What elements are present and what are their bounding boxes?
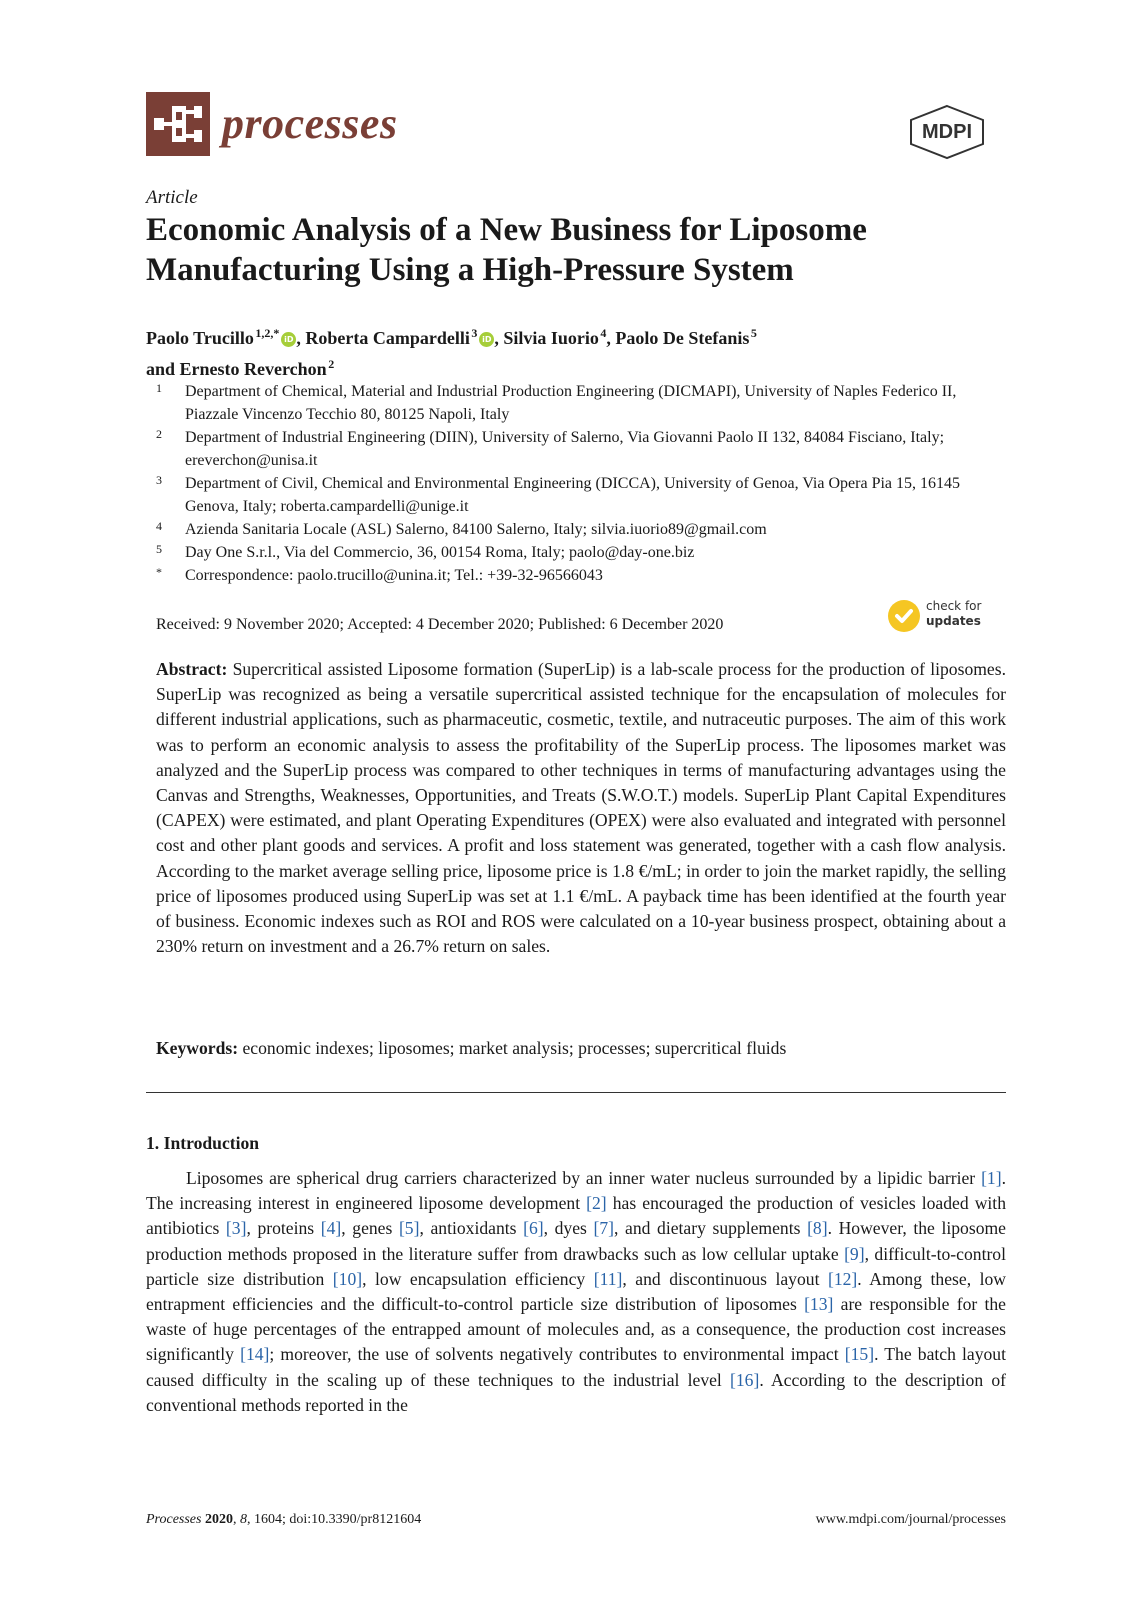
reference-link[interactable]: [6] (523, 1218, 544, 1239)
check-for-updates-button[interactable] (888, 598, 998, 634)
keywords-label: Keywords: (156, 1038, 239, 1058)
affiliation-text: Department of Civil, Chemical and Environmental Engineering (DICCA), University of Genoa, Via Opera Pia 15, 16145 Genova, Italy; roberta.campardelli@unige.it (185, 475, 961, 515)
correspondence-item (156, 564, 1006, 587)
reference-link[interactable]: [2] (586, 1193, 607, 1214)
affiliation-number: 2 (156, 427, 162, 441)
author-affiliation-sup: 1,2,* (255, 326, 280, 340)
reference-link[interactable]: [1] (981, 1168, 1002, 1188)
introduction-text: , dyes (543, 1218, 594, 1239)
mdpi-logo-icon (905, 104, 989, 160)
affiliation-number: 3 (156, 473, 162, 487)
reference-link[interactable]: [16] (730, 1369, 760, 1390)
reference-link[interactable]: [13] (804, 1294, 834, 1315)
author-affiliation-sup: 2 (328, 357, 335, 371)
checkmark-icon (888, 600, 920, 632)
page-title: Economic Analysis of a New Business for Liposome Manufacturing Using a High-Pressure System (146, 212, 867, 288)
reference-link[interactable]: [5] (398, 1218, 420, 1239)
affiliation-item (156, 518, 1006, 541)
abstract-label: Abstract: (156, 659, 228, 679)
author-conjunction: and (146, 359, 180, 379)
reference-link[interactable]: [11] (593, 1268, 623, 1289)
author-separator: , (494, 328, 504, 348)
affiliation-number: 5 (156, 542, 162, 556)
keywords-text: economic indexes; liposomes; market analysis; processes; supercritical fluids (238, 1038, 787, 1058)
affiliation-item (156, 472, 1006, 518)
mdpi-logo-text: MDPI (922, 121, 972, 143)
introduction-text: has encouraged the production of vesicles loaded with antibiotics (146, 1193, 1006, 1239)
reference-link[interactable]: [9] (844, 1243, 865, 1264)
introduction-text: . According to the description of conventional methods reported in the (146, 1369, 1006, 1415)
footer-year: 2020 (204, 1512, 233, 1527)
author-list (146, 320, 1006, 382)
affiliation-number: 1 (156, 381, 162, 395)
introduction-text: , low encapsulation efficiency (362, 1268, 594, 1289)
keywords (156, 1036, 1006, 1061)
article-type: Article (146, 187, 198, 208)
introduction-text: . Among these, low entrapment efficiencies and the difficult-to-control particle size distribution of liposomes (146, 1268, 1006, 1315)
introduction-text: , proteins (246, 1218, 321, 1239)
affiliation-text: Department of Industrial Engineering (DIIN), University of Salerno, Via Giovanni Paolo II 132, 84084 Fisciano, Italy; ereverchon@unisa.it (185, 429, 945, 469)
orcid-icon[interactable]: iD (281, 332, 296, 347)
introduction-text: , and discontinuous layout (622, 1268, 828, 1289)
footer-journal: Processes (146, 1512, 202, 1527)
author-name[interactable]: Roberta Campardelli (305, 328, 470, 348)
reference-link[interactable]: [8] (807, 1218, 828, 1239)
journal-name: processes (222, 99, 398, 148)
reference-link[interactable]: [14] (240, 1344, 270, 1365)
reference-link[interactable]: [3] (225, 1218, 247, 1239)
introduction-text: . The increasing interest in engineered liposome development (146, 1168, 1006, 1214)
author-name[interactable]: Ernesto Reverchon (179, 359, 327, 379)
publication-dates: Received: 9 November 2020; Accepted: 4 December 2020; Published: 6 December 2020 (156, 616, 724, 633)
reference-link[interactable]: [7] (593, 1218, 614, 1239)
affiliation-item (156, 426, 1006, 472)
check-for-updates-line2: updates (926, 614, 981, 628)
affiliation-text: Department of Chemical, Material and Industrial Production Engineering (DICMAPI), University of Naples Federico II, Piazzale Vincenzo Tecchio 80, 80125 Napoli, Italy (185, 383, 957, 423)
author-name[interactable]: Silvia Iuorio (503, 328, 599, 348)
introduction-text: Liposomes are spherical drug carriers characterized by an inner water nucleus surrounded by a lipidic barrier (186, 1168, 982, 1188)
reference-link[interactable]: [15] (844, 1344, 875, 1365)
affiliation-number: 4 (156, 519, 162, 533)
footer-doi: , 1604; doi:10.3390/pr8121604 (246, 1512, 422, 1527)
abstract-text: Supercritical assisted Liposome formation (SuperLip) is a lab-scale process for the production of liposomes. SuperLip was recognized as being a versatile supercritical assisted technique for the encapsulation of molecules for different industrial applications, such as pharmaceutic, cosmetic, textile, and nutraceutic purposes. The aim of this work was to perform an economic analysis to assess the profitability of the SuperLip process. The liposomes market was analyzed and the SuperLip process was compared to other techniques in terms of manufacturing advantages using the Canvas and Strengths, Weaknesses, Opportunities, and Treats (S.W.O.T.) models. SuperLip Plant Capital Expenditures (CAPEX) were estimated, and plant Operating Expenditures (OPEX) were also evaluated and integrated with personnel cost and other plant goods and services. A profit and loss statement was generated, together with a cash flow analysis. According to the market average selling price, liposome price is 1.8 €/mL; in order to join the market rapidly, the selling price of liposomes produced using SuperLip was set at 1.1 €/mL. A payback time has been identified at the fourth year of business. Economic indexes such as ROI and ROS were calculated on a 10-year business prospect, obtaining about a 230% return on investment and a 26.7% return on sales. (156, 659, 1006, 957)
footer-separator: , (232, 1512, 240, 1527)
introduction-paragraph (146, 1166, 1006, 1418)
introduction-text: . The batch layout caused difficulty in the scaling up of these techniques to the industrial level (146, 1344, 1006, 1390)
affiliation-item (156, 380, 1006, 426)
introduction-text: ; moreover, the use of solvents negatively contributes to environmental impact (269, 1344, 845, 1365)
author-affiliation-sup: 4 (600, 326, 607, 340)
orcid-icon[interactable]: iD (479, 332, 494, 347)
section-heading-introduction: 1. Introduction (146, 1133, 260, 1153)
journal-logo-icon (146, 92, 210, 156)
author-name[interactable]: Paolo Trucillo (146, 328, 254, 348)
abstract (156, 657, 1006, 959)
introduction-text: . However, the liposome production methods proposed in the literature suffer from drawbacks such as low cellular uptake (146, 1218, 1006, 1264)
journal-url-link[interactable]: www.mdpi.com/journal/processes (815, 1512, 1006, 1527)
reference-link[interactable]: [4] (320, 1218, 342, 1239)
introduction-text: , difficult-to-control particle size distribution (146, 1243, 1006, 1289)
author-line-1 (146, 320, 1006, 351)
footer-volume: 8 (239, 1512, 247, 1527)
check-for-updates-line1: check for (926, 599, 982, 613)
author-affiliation-sup: 3 (471, 326, 478, 340)
affiliation-number: * (156, 565, 162, 579)
affiliation-text: Azienda Sanitaria Locale (ASL) Salerno, 84100 Salerno, Italy; silvia.iuorio89@gmail.com (185, 521, 767, 538)
introduction-text: , and dietary supplements (614, 1218, 808, 1239)
affiliation-item (156, 541, 1006, 564)
introduction-text: , genes (341, 1218, 399, 1239)
author-affiliation-sup: 5 (750, 326, 757, 340)
citation-footer (146, 1512, 421, 1528)
affiliation-text: Day One S.r.l., Via del Commercio, 36, 00154 Roma, Italy; paolo@day-one.biz (185, 544, 695, 561)
reference-link[interactable]: [10] (332, 1268, 363, 1289)
section-divider (146, 1092, 1006, 1093)
introduction-text: , antioxidants (419, 1218, 524, 1239)
reference-link[interactable]: [12] (827, 1268, 858, 1289)
author-separator: , (606, 328, 616, 348)
introduction-text: are responsible for the waste of huge percentages of the entrapped amount of molecules and, as a consequence, the production cost increases significantly (146, 1294, 1006, 1365)
author-line-2 (146, 351, 1006, 382)
correspondence-text: Correspondence: paolo.trucillo@unina.it; Tel.: +39-32-96566043 (185, 567, 603, 584)
check-for-updates-label (926, 599, 981, 629)
author-separator: , (296, 328, 306, 348)
author-name[interactable]: Paolo De Stefanis (615, 328, 750, 348)
affiliation-list (156, 380, 1006, 587)
